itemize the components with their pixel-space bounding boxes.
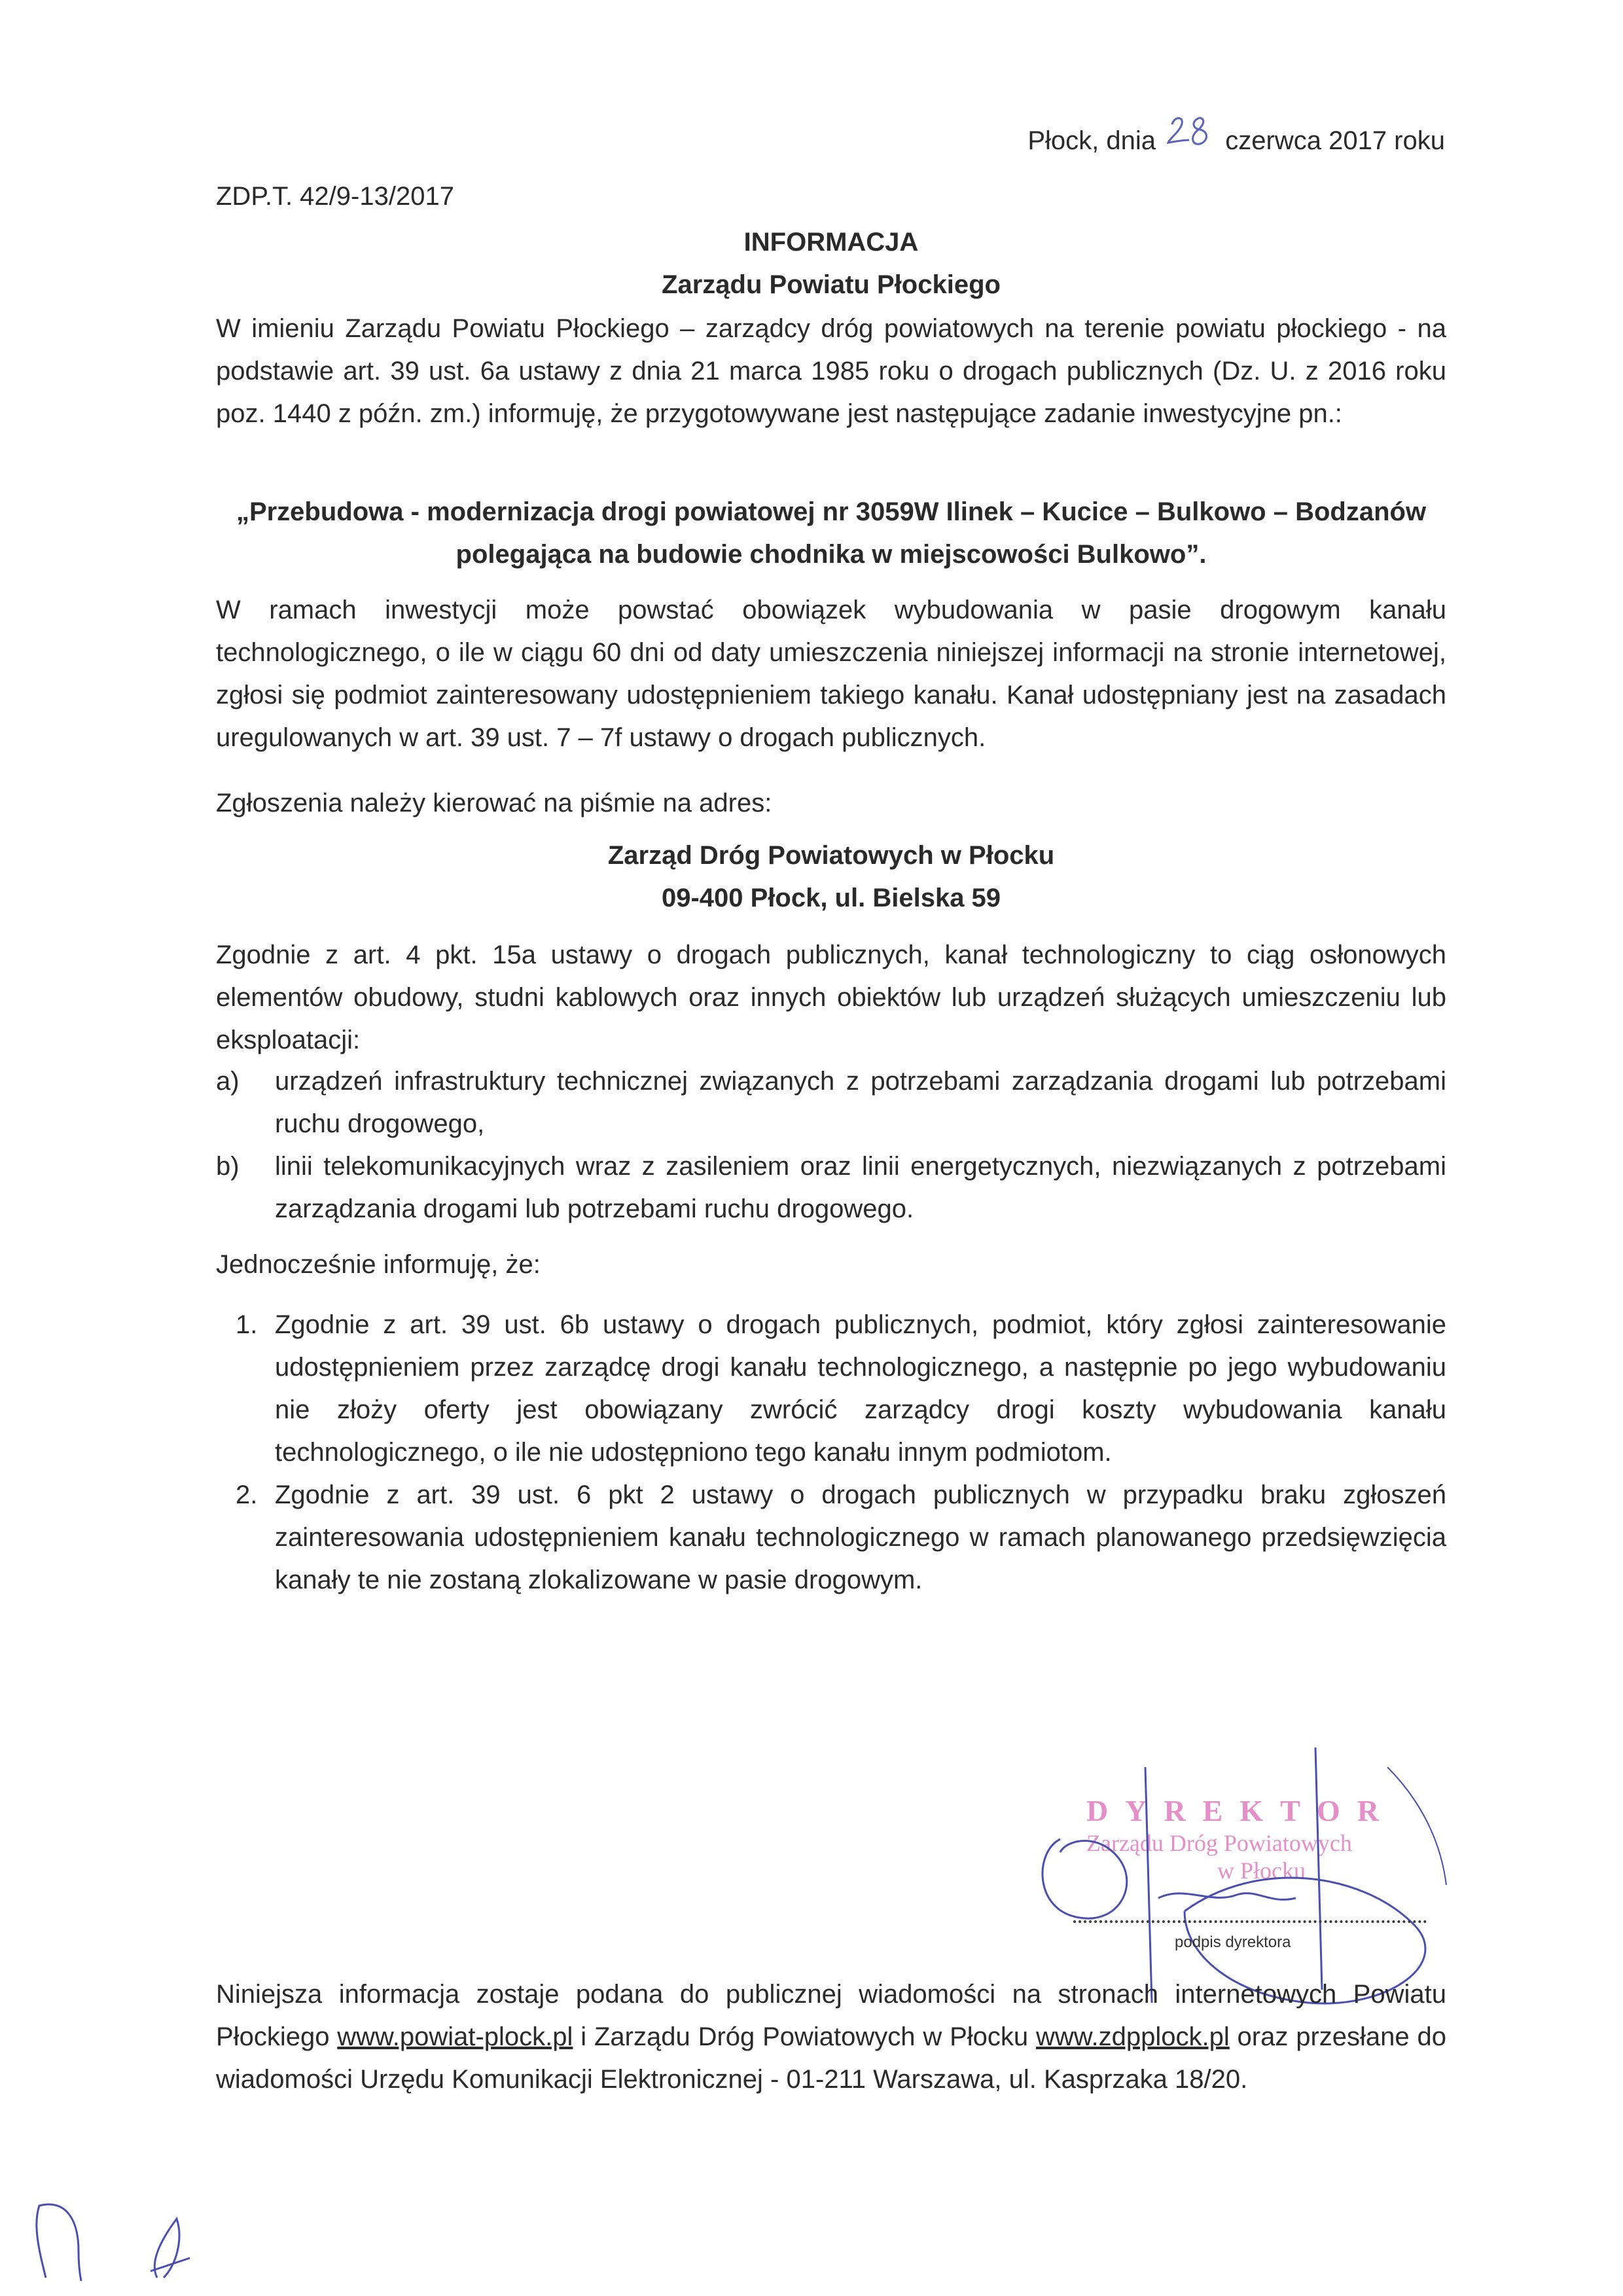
list-item [236, 1474, 1446, 1602]
address-line-2: 09-400 Płock, ul. Bielska 59 [661, 884, 1001, 912]
stamp-organization: Zarządu Dróg Powiatowych [1086, 1830, 1352, 1856]
list-item-text: Zgodnie z art. 39 ust. 6b ustawy o drogach publicznych, podmiot, który zgłosi zainteresowanie udostępnieniem przez zarządcę drogi kanału technologicznego, a następnie po jego wybudowaniu nie złoży oferty jest obowiązany zwrócić zarządcy drogi koszty wybudowania kanału technologicznego, o ile nie udostępniono tego kanału innym podmiotom. [275, 1310, 1446, 1467]
signature-line [1073, 1920, 1427, 1923]
address-line-1: Zarząd Dróg Powiatowych w Płocku [607, 841, 1055, 870]
list-item [236, 1304, 1446, 1474]
place-date-prefix: Płock, dnia [1027, 126, 1156, 155]
closing-text-1: Niniejsza informacja zostaje podana do publicznej wiadomości na stronach internetowych Powiatu Płockiego [216, 1980, 1446, 2051]
list-item [216, 1060, 1446, 1145]
numbered-list [236, 1304, 1446, 1602]
closing-text-3: oraz przesłane do wiadomości Urzędu Komunikacji Elektronicznej - 01-211 Warszawa, ul. Kasprzaka 18/20. [216, 2022, 1446, 2094]
powiat-plock-link[interactable]: www.powiat-plock.pl [337, 2022, 573, 2051]
project-line-1: „Przebudowa - modernizacja drogi powiatowej nr 3059W Ilinek – Kucice – Bulkowo – Bodzanów [236, 497, 1427, 526]
address-block [216, 834, 1446, 920]
place-date-suffix: czerwca 2017 roku [1225, 126, 1445, 155]
zdpplock-link[interactable]: www.zdpplock.pl [1036, 2022, 1230, 2051]
list-marker: 2. [236, 1480, 258, 1509]
title-line-2: Zarządu Powiatu Płockiego [662, 270, 1001, 299]
title-line-1: INFORMACJA [743, 228, 919, 257]
project-line-2: polegająca na budowie chodnika w miejscowości Bulkowo”. [455, 540, 1207, 569]
definition-list [216, 1060, 1446, 1230]
definition-paragraph: Zgodnie z art. 4 pkt. 15a ustawy o drogach publicznych, kanał technologiczny to ciąg osłonowych elementów obudowy, studni kablowych oraz innych obiektów lub urządzeń służących umieszczeniu lub eksploatacji: [216, 941, 1446, 1054]
stamp-title: DYREKTOR [1086, 1794, 1396, 1827]
investment-paragraph: W ramach inwestycji może powstać obowiązek wybudowania w pasie drogowym kanału technologicznego, o ile w ciągu 60 dni od daty umieszczenia niniejszej informacji na stronie internetowej, zgłosi się podmiot zainteresowany udostępnieniem takiego kanału. Kanał udostępniany jest na zasadach uregulowanych w art. 39 ust. 7 – 7f ustawy o drogach publicznych. [216, 596, 1446, 752]
place-date [1027, 110, 1445, 156]
intro-paragraph: W imieniu Zarządu Powiatu Płockiego – zarządcy dróg powiatowych na terenie powiatu płockiego - na podstawie art. 39 ust. 6a ustawy z dnia 21 marca 1985 roku o drogach publicznych (Dz. U. z 2016 roku poz. 1440 z późn. zm.) informuję, że przygotowywane jest następujące zadanie inwestycyjne pn.: [216, 314, 1446, 428]
also-line: Jednocześnie informuję, że: [216, 1250, 541, 1279]
closing-text-2: i Zarządu Dróg Powiatowych w Płocku [580, 2022, 1029, 2051]
list-marker: 1. [236, 1310, 258, 1339]
document-title [216, 221, 1446, 306]
handwritten-initials [26, 2179, 249, 2284]
handwritten-day [1163, 110, 1218, 156]
closing-paragraph [216, 1973, 1446, 2101]
submission-line: Zgłoszenia należy kierować na piśmie na adres: [216, 789, 772, 817]
list-item-text: linii telekomunikacyjnych wraz z zasileniem oraz linii energetycznych, niezwiązanych z potrzebami zarządzania drogami lub potrzebami ruchu drogowego. [275, 1152, 1446, 1223]
reference-number: ZDP.T. 42/9-13/2017 [216, 182, 454, 211]
list-item-text: urządzeń infrastruktury technicznej związanych z potrzebami zarządzania drogami lub potrzebami ruchu drogowego, [275, 1067, 1446, 1138]
list-marker: a) [216, 1067, 240, 1096]
project-name [216, 491, 1446, 576]
list-item-text: Zgodnie z art. 39 ust. 6 pkt 2 ustawy o drogach publicznych w przypadku braku zgłoszeń zainteresowania udostępnieniem kanału technologicznego w ramach planowanego przedsięwzięcia kanały te nie zostaną zlokalizowane w pasie drogowym. [275, 1480, 1446, 1594]
list-marker: b) [216, 1152, 240, 1181]
signature-caption: podpis dyrektora [1175, 1933, 1291, 1951]
stamp-city: w Płocku [1217, 1857, 1306, 1884]
list-item [216, 1145, 1446, 1230]
